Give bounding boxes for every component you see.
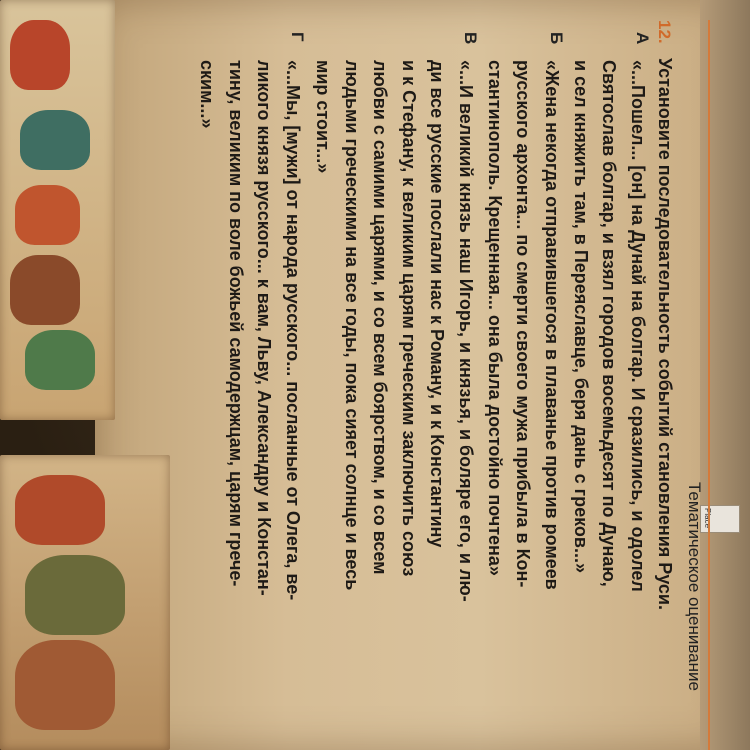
item-text: «...И великий князь наш Игорь, и князья, и боляре его, и лю- ди все русские послали нас к Роману, и к Константину и к Стефану, к великим царям греческим заключить союз любви с самими царями, и со всем боярством, и со всем людьми греческими на все годы, пока сияет солнце и весь мир стоит...» — [313, 60, 476, 602]
item-text: «...Пошел... [он] на Дунай на болгар. И сразились, и одолел Святослав болгар, и взял городов восемьдесят по Дунаю, и сел княжить там, в Переяславце, беря дань с греков...» — [571, 60, 648, 592]
miniature-figure — [25, 555, 125, 635]
miniature-figure — [20, 110, 90, 170]
miniature-figure — [15, 185, 80, 245]
miniature-top — [0, 0, 115, 420]
item-text: «...Мы, [мужи] от народа русского... посланные от Олега, ве- ликого князя русского... к вам, Льву, Александру и Констан- тину, великим по воле божьей самодержцам, царям грече- ским...» — [197, 60, 303, 601]
miniature-figure — [25, 330, 95, 390]
miniature-figure — [15, 640, 115, 730]
miniature-figure — [15, 475, 105, 545]
item-letter: Г — [288, 32, 307, 42]
header-rule — [708, 20, 710, 750]
task-title: Установите последовательность событий становления Руси. — [655, 58, 675, 610]
task-text-block — [150, 20, 710, 750]
miniature-figure — [10, 255, 80, 325]
section-title: Тематическое оценивание — [685, 482, 704, 691]
item-letter: А — [633, 32, 652, 45]
miniature-figure — [10, 20, 70, 90]
item-letter: В — [461, 32, 480, 45]
miniature-bottom — [0, 455, 170, 750]
item-text: «Жена некогда отправившегося в плаванье против ромеев русского архонта... по смерти своего мужа прибыла в Кон- стантинополь. Крещенная... она была достойно почтена» — [485, 60, 562, 590]
item-letter: Б — [547, 32, 566, 45]
task-number: 12. — [655, 20, 674, 44]
